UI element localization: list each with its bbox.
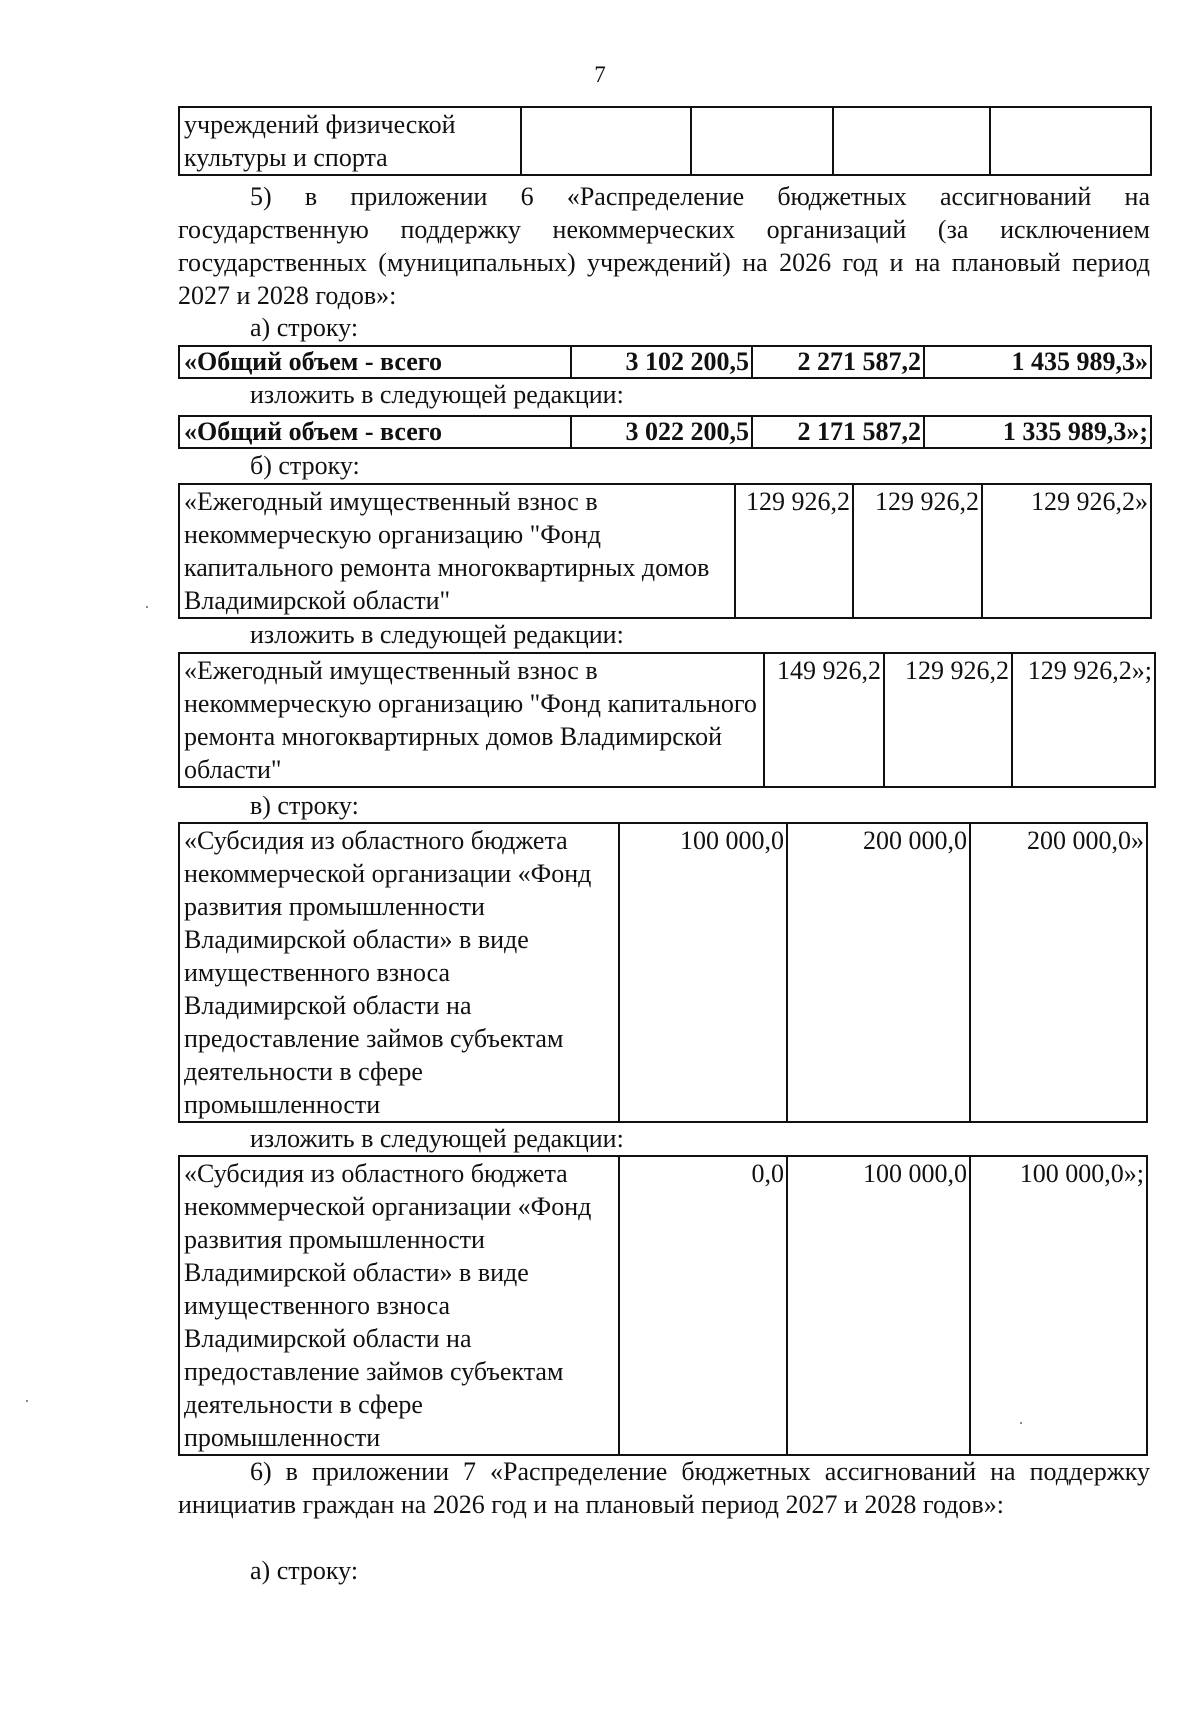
value-2026: 3 102 200,5 xyxy=(571,346,752,378)
sub-item-b-label: б) строку: xyxy=(250,451,360,480)
empty-cell xyxy=(990,107,1151,175)
page-number: 7 xyxy=(594,62,606,87)
table-row xyxy=(179,484,1151,618)
scan-speck xyxy=(146,606,148,608)
table-row xyxy=(179,107,1151,175)
table-row xyxy=(179,1156,1147,1455)
value-2026: 100 000,0 xyxy=(619,823,787,1122)
scan-speck xyxy=(1020,1422,1022,1424)
table-row xyxy=(179,416,1151,448)
scan-speck xyxy=(26,1400,28,1402)
empty-cell xyxy=(833,107,990,175)
table-top-fragment xyxy=(178,106,1152,176)
section-5-paragraph xyxy=(178,180,1150,312)
empty-cell xyxy=(691,107,833,175)
table-5a-new xyxy=(178,415,1152,449)
replace-label: изложить в следующей редакции: xyxy=(250,1124,624,1153)
value-2026: 3 022 200,5 xyxy=(571,416,752,448)
row-label: «Субсидия из областного бюджета некоммерческой организации «Фонд развития промышленности Владимирской области» в виде имущественного взноса Владимирской области на предоставление займов субъектам деятельности в сфере промышленности xyxy=(179,823,619,1122)
value-2027: 2 171 587,2 xyxy=(752,416,924,448)
table-row xyxy=(179,653,1155,787)
value-2028: 200 000,0» xyxy=(970,823,1147,1122)
row-label: «Ежегодный имущественный взнос в некоммерческую организацию "Фонд капитального ремонта многоквартирных домов Владимирской области" xyxy=(179,484,735,618)
value-2028: 1 435 989,3» xyxy=(924,346,1151,378)
value-2026: 0,0 xyxy=(619,1156,787,1455)
row-label: «Ежегодный имущественный взнос в некоммерческую организацию "Фонд капитального ремонта многоквартирных домов Владимирской области" xyxy=(179,653,764,787)
value-2026: 149 926,2 xyxy=(764,653,884,787)
value-2027: 2 271 587,2 xyxy=(752,346,924,378)
value-2028: 100 000,0»; xyxy=(970,1156,1147,1455)
value-2028: 129 926,2» xyxy=(982,484,1151,618)
table-5c-new xyxy=(178,1155,1148,1456)
value-2028: 1 335 989,3»; xyxy=(924,416,1151,448)
table-row xyxy=(179,346,1151,378)
table-5c-old xyxy=(178,822,1148,1123)
row-label: «Общий объем - всего xyxy=(179,416,571,448)
replace-label: изложить в следующей редакции: xyxy=(250,380,624,409)
table-5b-old xyxy=(178,483,1152,619)
value-2028: 129 926,2»; xyxy=(1012,653,1155,787)
sub-item-a-label: а) строку: xyxy=(250,1556,359,1585)
row-label: «Субсидия из областного бюджета некоммерческой организации «Фонд развития промышленности Владимирской области» в виде имущественного взноса Владимирской области на предоставление займов субъектам деятельности в сфере промышленности xyxy=(179,1156,619,1455)
row-label: учреждений физической культуры и спорта xyxy=(179,107,521,175)
row-label: «Общий объем - всего xyxy=(179,346,571,378)
section-5-text: 5) в приложении 6 «Распределение бюджетных ассигнований на государственную поддержку некоммерческих организаций (за исключением государственных (муниципальных) учреждений) на 2026 год и на плановый период 2027 и 2028 годов»: xyxy=(178,182,1150,310)
table-5a-old xyxy=(178,345,1152,379)
value-2027: 129 926,2 xyxy=(884,653,1012,787)
replace-label: изложить в следующей редакции: xyxy=(250,620,624,649)
section-6-text: 6) в приложении 7 «Распределение бюджетных ассигнований на поддержку инициатив граждан на 2026 год и на плановый период 2027 и 2028 годов»: xyxy=(178,1457,1150,1519)
sub-item-c-label: в) строку: xyxy=(250,791,359,820)
empty-cell xyxy=(521,107,691,175)
section-6-paragraph xyxy=(178,1455,1150,1521)
value-2026: 129 926,2 xyxy=(735,484,853,618)
value-2027: 200 000,0 xyxy=(787,823,970,1122)
value-2027: 100 000,0 xyxy=(787,1156,970,1455)
value-2027: 129 926,2 xyxy=(853,484,982,618)
sub-item-a-label: а) строку: xyxy=(250,313,359,342)
table-row xyxy=(179,823,1147,1122)
table-5b-new xyxy=(178,652,1156,788)
